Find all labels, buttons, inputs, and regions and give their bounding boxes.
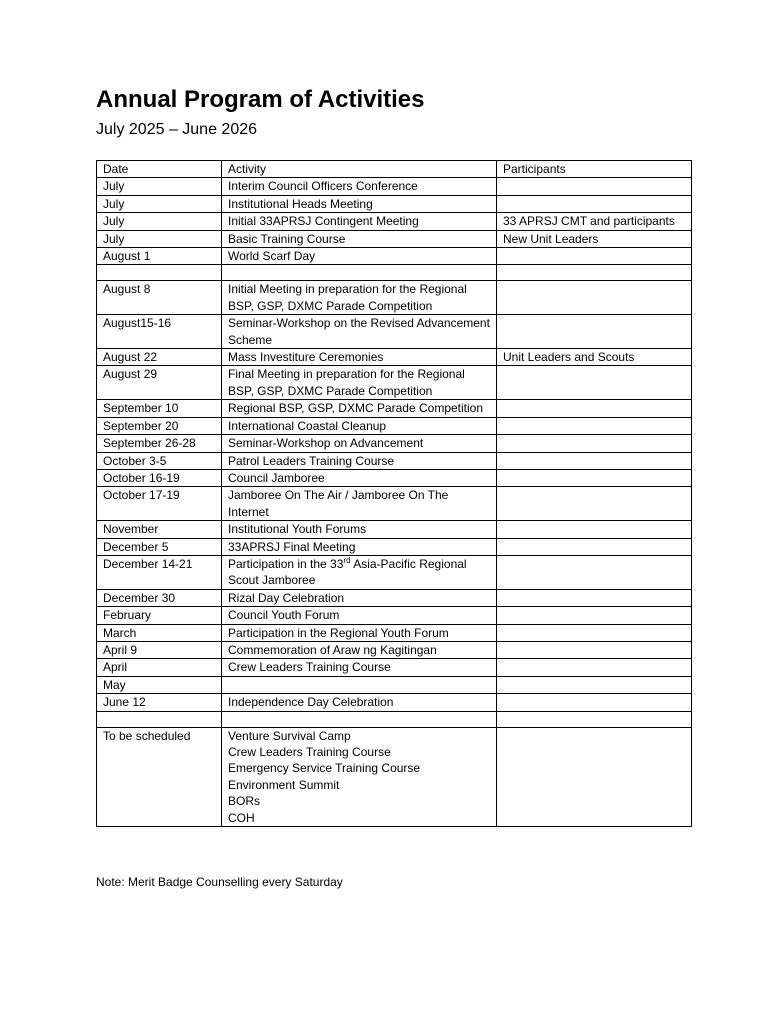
cell-date: March: [97, 624, 222, 641]
cell-date: August15-16: [97, 315, 222, 349]
cell-date: September 20: [97, 417, 222, 434]
cell-activity: Initial Meeting in preparation for the Regional BSP, GSP, DXMC Parade Competition: [222, 281, 497, 315]
cell-date: April: [97, 659, 222, 676]
table-row: [97, 435, 692, 452]
cell-date: June 12: [97, 694, 222, 711]
cell-date: September 10: [97, 400, 222, 417]
cell-activity: Patrol Leaders Training Course: [222, 452, 497, 469]
cell-activity: Institutional Youth Forums: [222, 521, 497, 538]
cell-activity: Mass Investiture Ceremonies: [222, 349, 497, 366]
table-row: [97, 230, 692, 247]
cell-date: [97, 265, 222, 281]
cell-activity: World Scarf Day: [222, 248, 497, 265]
cell-activity: Basic Training Course: [222, 230, 497, 247]
cell-activity: Council Jamboree: [222, 469, 497, 486]
table-row: [97, 195, 692, 212]
cell-date: July: [97, 230, 222, 247]
cell-activity: Crew Leaders Training Course: [222, 659, 497, 676]
header-participants: Participants: [497, 161, 692, 178]
cell-activity: Rizal Day Celebration: [222, 589, 497, 606]
cell-participants: [497, 641, 692, 658]
table-row: [97, 659, 692, 676]
cell-activity: [222, 711, 497, 727]
cell-date: October 16-19: [97, 469, 222, 486]
cell-date: July: [97, 213, 222, 230]
cell-date: November: [97, 521, 222, 538]
cell-activity: Interim Council Officers Conference: [222, 178, 497, 195]
cell-participants: Unit Leaders and Scouts: [497, 349, 692, 366]
cell-participants: [497, 676, 692, 693]
cell-date: July: [97, 195, 222, 212]
activity-text: Asia-Pacific Regional Scout Jamboree: [228, 556, 467, 588]
cell-activity: Seminar-Workshop on the Revised Advancement Scheme: [222, 315, 497, 349]
activity-line: Crew Leaders Training Course: [228, 745, 391, 759]
cell-date: February: [97, 607, 222, 624]
table-row: [97, 469, 692, 486]
document-subtitle: July 2025 – June 2026: [96, 121, 258, 138]
cell-activity: Regional BSP, GSP, DXMC Parade Competition: [222, 400, 497, 417]
table-row: [97, 400, 692, 417]
table-row: [97, 521, 692, 538]
cell-activity: [222, 265, 497, 281]
cell-participants: [497, 265, 692, 281]
cell-participants: [497, 195, 692, 212]
cell-activity: Jamboree On The Air / Jamboree On The Internet: [222, 487, 497, 521]
table-row: [97, 641, 692, 658]
cell-participants: [497, 521, 692, 538]
cell-date: August 1: [97, 248, 222, 265]
cell-participants: [497, 538, 692, 555]
cell-participants: [497, 400, 692, 417]
cell-activity: Participation in the Regional Youth Forum: [222, 624, 497, 641]
cell-participants: 33 APRSJ CMT and participants: [497, 213, 692, 230]
cell-participants: [497, 727, 692, 826]
cell-date: October 17-19: [97, 487, 222, 521]
cell-date: [97, 711, 222, 727]
cell-participants: [497, 487, 692, 521]
cell-date: October 3-5: [97, 452, 222, 469]
cell-activity: Independence Day Celebration: [222, 694, 497, 711]
cell-activity: Seminar-Workshop on Advancement: [222, 435, 497, 452]
table-row: [97, 213, 692, 230]
cell-participants: [497, 711, 692, 727]
footer-note: Note: Merit Badge Counselling every Saturday: [96, 875, 343, 889]
cell-date: December 30: [97, 589, 222, 606]
activity-line: Emergency Service Training Course: [228, 761, 421, 776]
cell-date: August 29: [97, 366, 222, 400]
table-row: [97, 624, 692, 641]
table-row: [97, 178, 692, 195]
table-row: [97, 265, 692, 281]
cell-date: May: [97, 676, 222, 693]
table-row: [97, 607, 692, 624]
activities-table: [96, 160, 692, 827]
activity-text: Participation in the 33: [228, 556, 344, 571]
cell-activity: [222, 727, 497, 826]
cell-date: August 22: [97, 349, 222, 366]
cell-activity: [222, 555, 497, 589]
cell-activity: Final Meeting in preparation for the Regional BSP, GSP, DXMC Parade Competition: [222, 366, 497, 400]
document-title: Annual Program of Activities: [96, 86, 425, 113]
table-row: [97, 694, 692, 711]
cell-activity: Institutional Heads Meeting: [222, 195, 497, 212]
table-row: [97, 417, 692, 434]
table-row: [97, 727, 692, 826]
cell-activity: [222, 676, 497, 693]
cell-participants: [497, 178, 692, 195]
cell-participants: [497, 469, 692, 486]
cell-date: August 8: [97, 281, 222, 315]
table-row: [97, 248, 692, 265]
cell-participants: [497, 624, 692, 641]
table-row: [97, 538, 692, 555]
table-row: [97, 452, 692, 469]
table-row: [97, 281, 692, 315]
table-row: [97, 349, 692, 366]
table-header-row: [97, 161, 692, 178]
cell-date: April 9: [97, 641, 222, 658]
cell-date: December 14-21: [97, 555, 222, 589]
cell-participants: [497, 452, 692, 469]
cell-participants: [497, 694, 692, 711]
cell-participants: [497, 366, 692, 400]
table-row: [97, 676, 692, 693]
cell-participants: [497, 248, 692, 265]
ordinal-superscript: rd: [343, 555, 351, 565]
table-row: [97, 555, 692, 589]
cell-activity: Commemoration of Araw ng Kagitingan: [222, 641, 497, 658]
cell-participants: [497, 555, 692, 589]
cell-participants: [497, 607, 692, 624]
cell-date: To be scheduled: [97, 727, 222, 826]
activity-line: Environment Summit: [228, 777, 340, 792]
table-row: [97, 315, 692, 349]
cell-participants: [497, 435, 692, 452]
cell-participants: [497, 315, 692, 349]
activity-line: Venture Survival Camp: [228, 728, 351, 743]
cell-date: September 26-28: [97, 435, 222, 452]
cell-participants: [497, 417, 692, 434]
table-row: [97, 589, 692, 606]
table-body: [97, 178, 692, 827]
table-row: [97, 366, 692, 400]
cell-date: December 5: [97, 538, 222, 555]
cell-activity: Council Youth Forum: [222, 607, 497, 624]
cell-participants: [497, 659, 692, 676]
cell-date: July: [97, 178, 222, 195]
header-activity: Activity: [222, 161, 497, 178]
cell-participants: New Unit Leaders: [497, 230, 692, 247]
cell-participants: [497, 281, 692, 315]
cell-activity: 33APRSJ Final Meeting: [222, 538, 497, 555]
activity-line: COH: [228, 810, 255, 825]
activity-line: BORs: [228, 794, 261, 809]
cell-participants: [497, 589, 692, 606]
cell-activity: Initial 33APRSJ Contingent Meeting: [222, 213, 497, 230]
table-row: [97, 487, 692, 521]
table-row: [97, 711, 692, 727]
header-date: Date: [97, 161, 222, 178]
cell-activity: International Coastal Cleanup: [222, 417, 497, 434]
